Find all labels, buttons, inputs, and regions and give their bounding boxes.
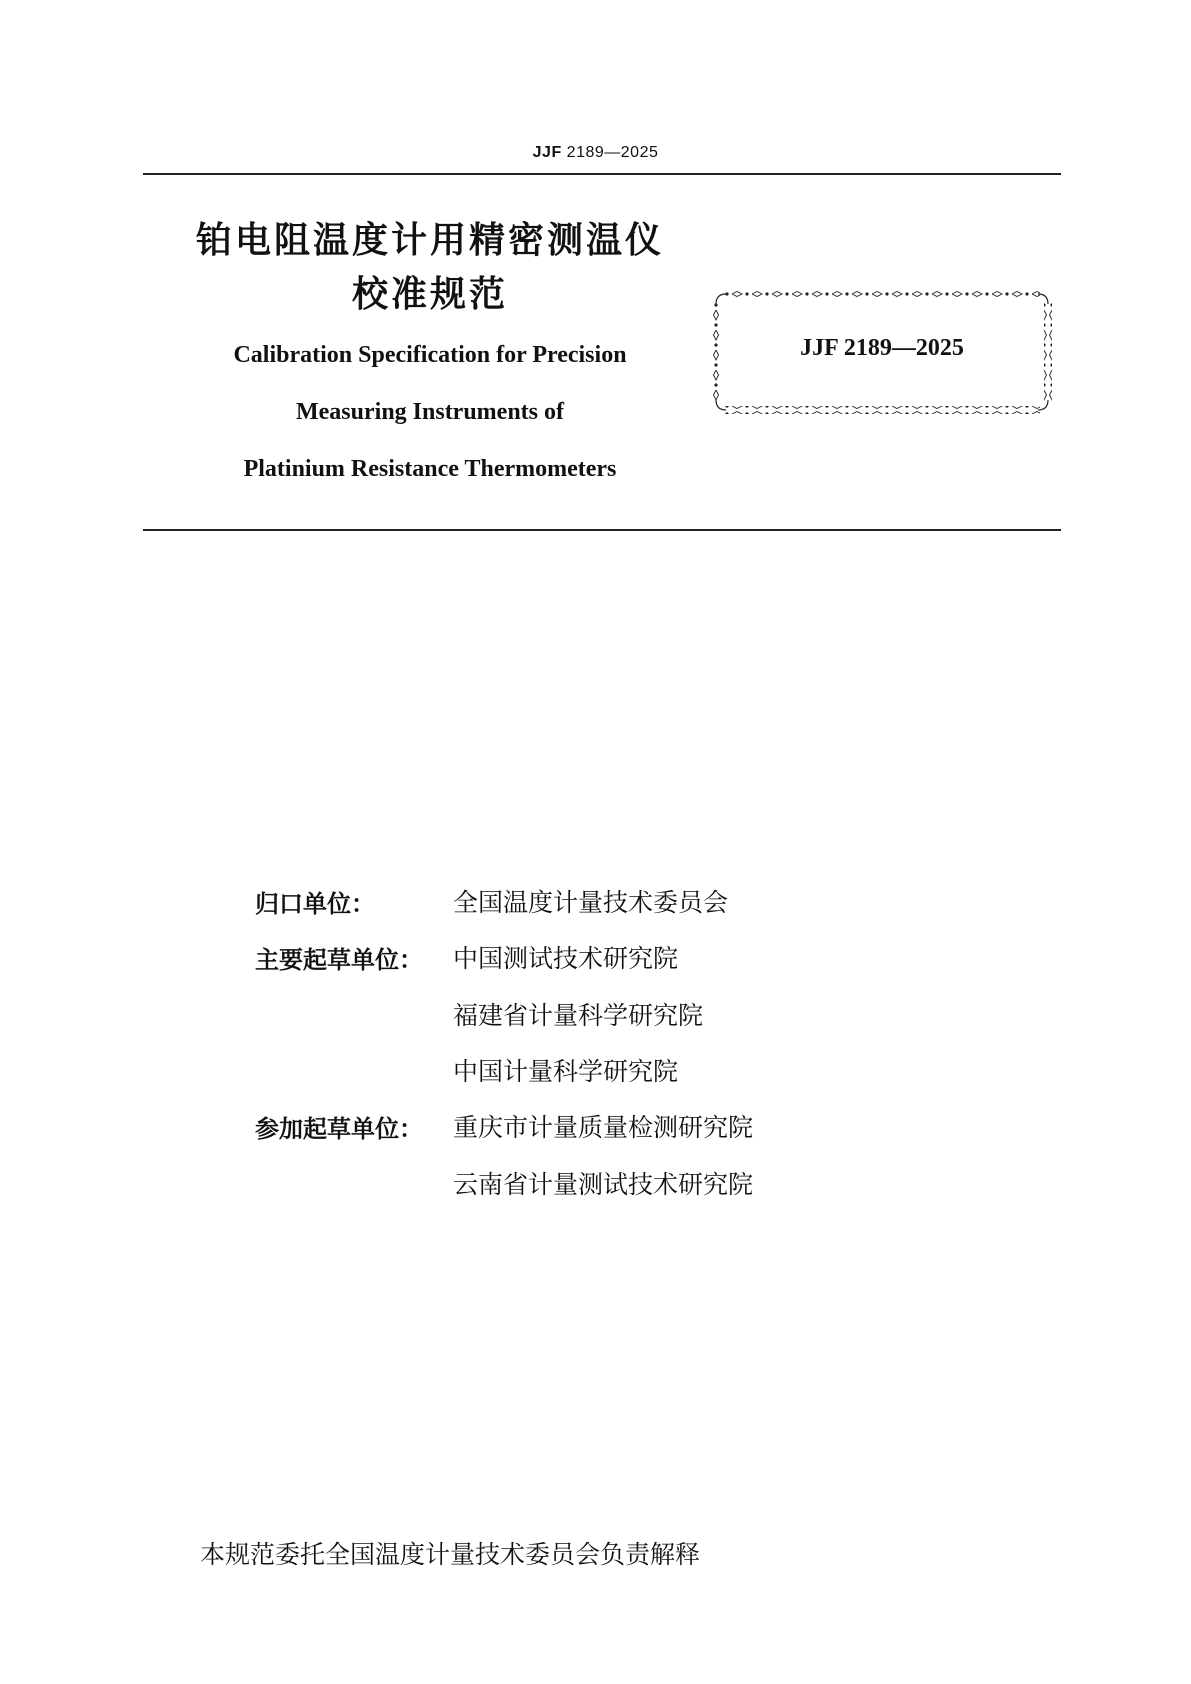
main-drafting-unit-1: 中国测试技术研究院: [453, 944, 679, 973]
english-title-line-2: Measuring Instruments of: [296, 399, 564, 425]
responsible-unit: 全国温度计量技术委员会: [453, 888, 729, 917]
main-drafting-label: 主要起草单位：: [255, 946, 423, 974]
participating-unit-2: 云南省计量测试技术研究院: [453, 1170, 754, 1199]
interpretation-note: 本规范委托全国温度计量技术委员会负责解释: [200, 1540, 701, 1569]
english-title-line-1: Calibration Specification for Precision: [233, 342, 627, 368]
participating-unit-1: 重庆市计量质量检测研究院: [453, 1113, 754, 1142]
english-title-line-3: Platinium Resistance Thermometers: [243, 456, 617, 482]
header-standard-code: [0, 144, 1191, 162]
header-code-prefix: JJF: [532, 144, 562, 161]
bottom-rule: [143, 529, 1061, 531]
header-code-number: 2189—2025: [566, 144, 659, 161]
standard-code-box-text: JJF 2189—2025: [800, 335, 964, 361]
responsible-unit-label: 归口单位：: [255, 890, 375, 918]
main-drafting-unit-2: 福建省计量科学研究院: [453, 1001, 704, 1030]
participating-drafting-label: 参加起草单位：: [255, 1115, 423, 1143]
top-rule: [143, 173, 1061, 175]
chinese-title-line-2: 校准规范: [351, 274, 508, 315]
main-drafting-unit-3: 中国计量科学研究院: [453, 1057, 679, 1086]
chinese-title-line-1: 铂电阻温度计用精密测温仪: [195, 220, 664, 261]
